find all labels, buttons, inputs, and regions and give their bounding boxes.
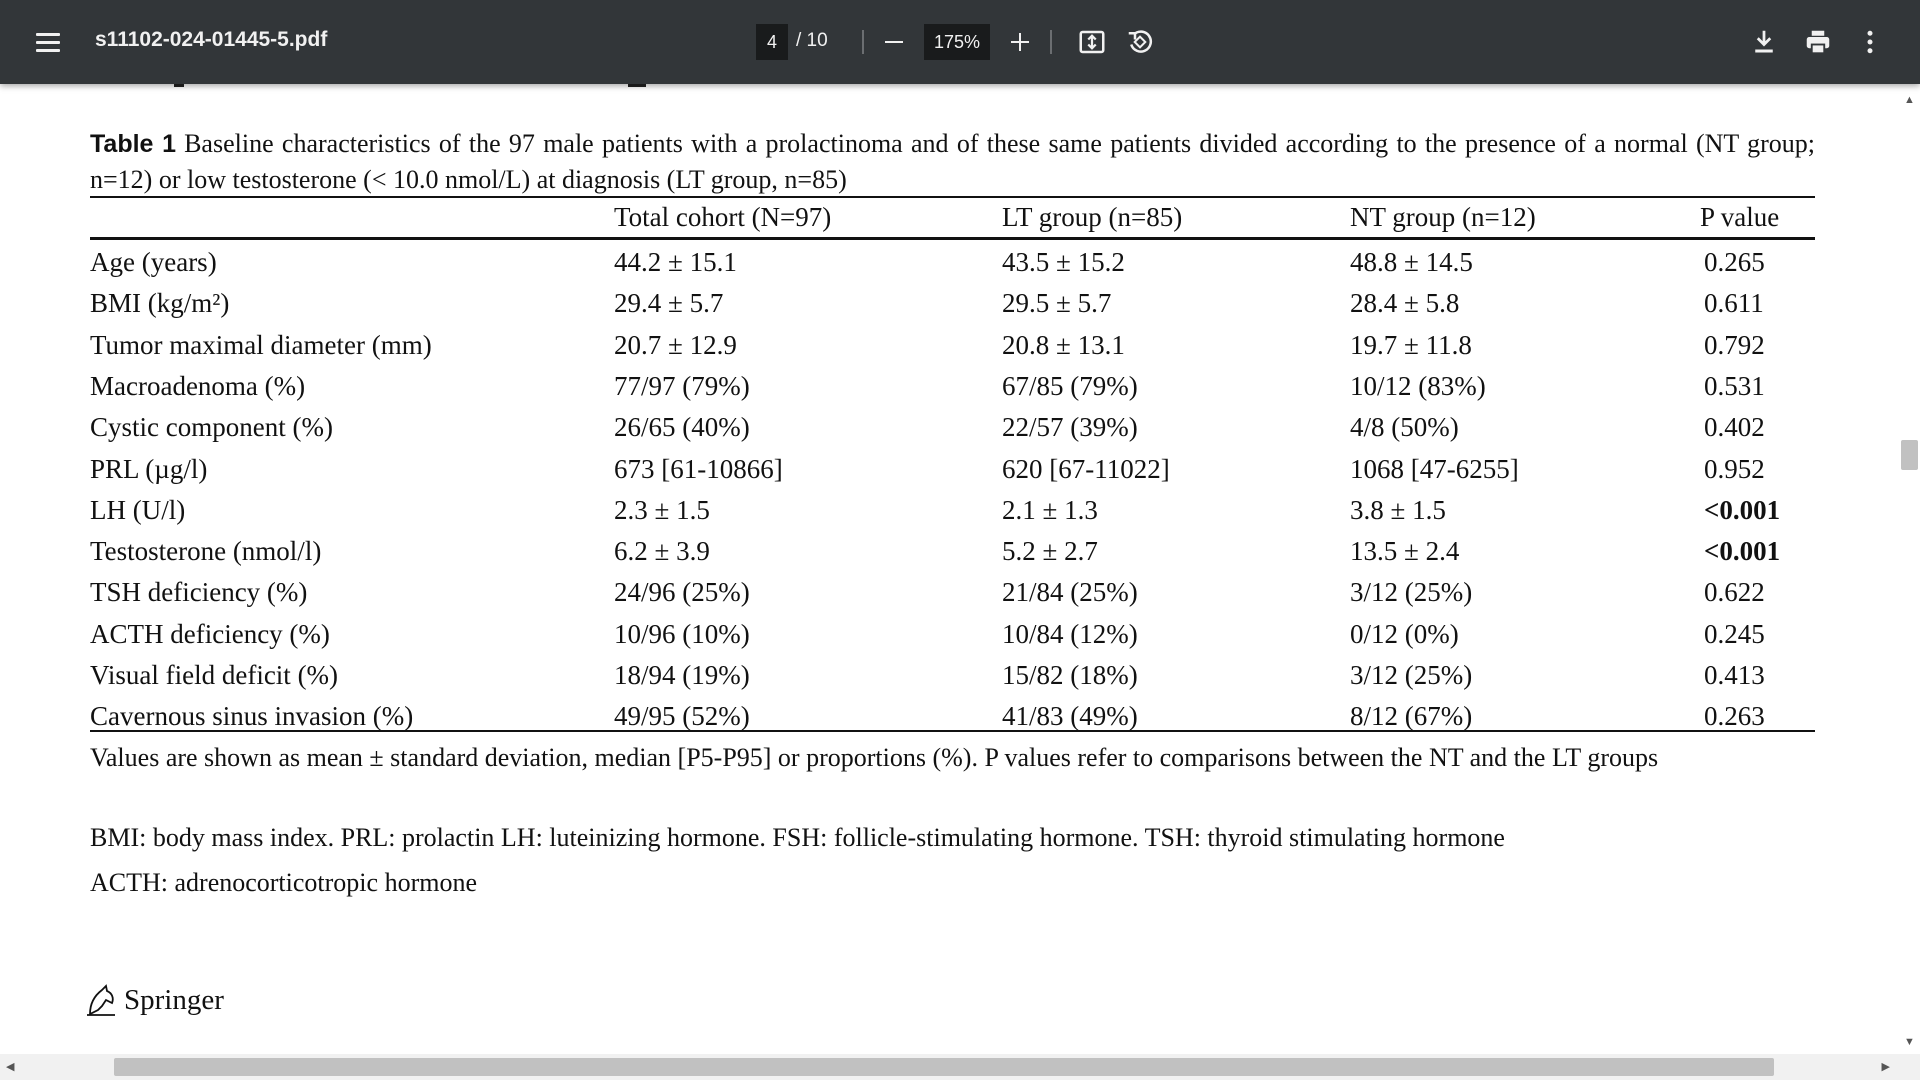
rotate-button[interactable]	[1120, 22, 1160, 62]
table-cell: 26/65 (40%)	[614, 412, 750, 443]
table-row-label: LH (U/l)	[90, 494, 186, 525]
table-cell: 44.2 ± 15.1	[614, 247, 737, 277]
table-cell: 5.2 ± 2.7	[1002, 536, 1098, 567]
clipped-text-fragment	[174, 84, 184, 87]
pdf-toolbar	[0, 0, 1920, 84]
vertical-scrollbar[interactable]	[1898, 84, 1920, 1054]
table-header-rule	[90, 237, 1815, 240]
table-row-label: Testosterone (nmol/l)	[90, 536, 322, 567]
table-column-header: P value	[1700, 202, 1780, 232]
table-top-rule	[90, 196, 1815, 198]
print-icon	[1803, 27, 1833, 57]
table-caption-label: Table 1	[90, 130, 177, 158]
table-cell: 0.402	[1704, 412, 1765, 443]
table-cell: 24/96 (25%)	[614, 577, 750, 608]
table-cell: 13.5 ± 2.4	[1350, 536, 1460, 567]
table-cell: 20.8 ± 13.1	[1002, 329, 1125, 360]
table-cell: 0.245	[1704, 618, 1765, 649]
more-vert-icon	[1855, 27, 1885, 57]
table-cell: 3/12 (25%)	[1350, 577, 1473, 608]
table-cell: 2.1 ± 1.3	[1002, 494, 1098, 525]
table-footnote-acth: ACTH: adrenocorticotropic hormone	[90, 868, 477, 897]
table-cell: 28.4 ± 5.8	[1350, 288, 1460, 319]
rotate-icon	[1125, 27, 1155, 57]
zoom-out-button[interactable]	[876, 22, 912, 62]
menu-icon[interactable]	[24, 22, 72, 62]
table-column-header: Total cohort (N=97)	[614, 202, 832, 232]
scroll-right-arrow-icon[interactable]: ▶	[1881, 1061, 1890, 1073]
zoom-in-button[interactable]	[1002, 22, 1038, 62]
horizontal-scrollbar[interactable]	[0, 1054, 1920, 1080]
table-row-label: ACTH deficiency (%)	[90, 618, 330, 649]
table-cell: 3/12 (25%)	[1350, 660, 1473, 690]
scroll-left-arrow-icon[interactable]: ◀	[6, 1061, 15, 1073]
table-cell: 0.265	[1704, 247, 1765, 277]
table-cell: 20.7 ± 12.9	[614, 329, 737, 360]
table-column-header: NT group (n=12)	[1350, 202, 1536, 232]
table-cell: <0.001	[1704, 494, 1781, 525]
zoom-level-input[interactable]	[924, 24, 990, 60]
table-cell: <0.001	[1704, 536, 1781, 567]
table-cell: 8/12 (67%)	[1350, 701, 1473, 732]
toolbar-divider	[862, 30, 864, 54]
table-cell: 0.952	[1704, 453, 1765, 484]
table-row-label: Tumor maximal diameter (mm)	[90, 329, 432, 360]
download-button[interactable]	[1744, 22, 1784, 62]
table-cell: 0.531	[1704, 370, 1765, 401]
scroll-up-arrow-icon[interactable]: ▲	[1904, 94, 1915, 106]
page-total: / 10	[796, 30, 828, 51]
table-cell: 673 [61-10866]	[614, 453, 783, 484]
table-cell: 0.611	[1704, 288, 1764, 319]
table-cell: 0/12 (0%)	[1350, 618, 1459, 649]
table-cell: 67/85 (79%)	[1002, 370, 1138, 401]
table-cell: 2.3 ± 1.5	[614, 494, 710, 525]
table-cell: 6.2 ± 3.9	[614, 536, 710, 567]
table-cell: 10/96 (10%)	[614, 618, 750, 649]
table-cell: 10/84 (12%)	[1002, 618, 1138, 649]
table-cell: 10/12 (83%)	[1350, 370, 1486, 401]
table-cell: 22/57 (39%)	[1002, 412, 1138, 443]
table-cell: 620 [67-11022]	[1002, 453, 1170, 484]
minus-icon	[885, 41, 903, 43]
table-cell: 15/82 (18%)	[1002, 660, 1138, 690]
table-cell: 0.792	[1704, 329, 1765, 360]
page-number-input[interactable]	[756, 24, 788, 60]
table-row-label: PRL (µg/l)	[90, 453, 208, 484]
fit-to-page-button[interactable]	[1072, 22, 1112, 62]
vertical-scroll-thumb[interactable]	[1901, 440, 1918, 470]
download-icon	[1749, 27, 1779, 57]
horizontal-scroll-thumb[interactable]	[114, 1058, 1774, 1076]
table-cell: 21/84 (25%)	[1002, 577, 1138, 608]
table-row-label: Visual field deficit (%)	[90, 660, 339, 690]
more-options-button[interactable]	[1850, 22, 1890, 62]
springer-horse-icon	[84, 982, 118, 1018]
table-cell: 43.5 ± 15.2	[1002, 247, 1125, 277]
print-button[interactable]	[1798, 22, 1838, 62]
document-title: s11102-024-01445-5.pdf	[95, 28, 328, 51]
fit-page-icon	[1077, 27, 1107, 57]
scroll-down-arrow-icon[interactable]: ▼	[1904, 1036, 1915, 1048]
clipped-text-fragment	[628, 84, 646, 87]
table-cell: 29.4 ± 5.7	[614, 288, 724, 319]
table-row-label: Cystic component (%)	[90, 412, 333, 443]
publisher-name: Springer	[124, 983, 224, 1016]
toolbar-divider	[1050, 30, 1052, 54]
table-cell: 1068 [47-6255]	[1350, 453, 1519, 484]
table-cell: 19.7 ± 11.8	[1350, 329, 1472, 360]
table-row-label: Age (years)	[90, 247, 217, 277]
table-cell: 49/95 (52%)	[614, 701, 750, 732]
table-cell: 3.8 ± 1.5	[1350, 494, 1446, 525]
table-cell: 41/83 (49%)	[1002, 701, 1138, 732]
table-footnote-abbreviations: BMI: body mass index. PRL: prolactin LH: luteinizing hormone. FSH: follicle-stimulating hormone. TSH: thyroid stimulating hormone	[90, 823, 1505, 852]
table-footnote-values: Values are shown as mean ± standard deviation, median [P5-P95] or proportions (%). P values refer to comparisons between the NT and the LT groups	[90, 743, 1659, 772]
table-cell: 0.413	[1704, 660, 1765, 690]
table-cell: 4/8 (50%)	[1350, 412, 1459, 443]
table-column-header: LT group (n=85)	[1002, 202, 1183, 232]
publisher-logo	[84, 982, 224, 1018]
table-cell: 18/94 (19%)	[614, 660, 750, 690]
table-row-label: TSH deficiency (%)	[90, 577, 308, 608]
table-caption-text: Baseline characteristics of the 97 male patients with a prolactinoma and of these same patients divided according to the presence of a normal (NT group; n=12) or low testosterone (< 10.0 nmol/L) at diagnosis (LT group, n=85)	[90, 129, 1815, 194]
pdf-page	[90, 84, 1816, 1044]
table-row-label: Cavernous sinus invasion (%)	[90, 701, 414, 732]
table-caption	[90, 126, 1815, 198]
table-cell: 0.622	[1704, 577, 1765, 608]
table-cell: 77/97 (79%)	[614, 370, 750, 401]
table-cell: 48.8 ± 14.5	[1350, 247, 1473, 277]
table-row-label: BMI (kg/m²)	[90, 288, 230, 319]
table-cell: 0.263	[1704, 701, 1765, 732]
table-row-label: Macroadenoma (%)	[90, 370, 306, 401]
table-cell: 29.5 ± 5.7	[1002, 288, 1112, 319]
